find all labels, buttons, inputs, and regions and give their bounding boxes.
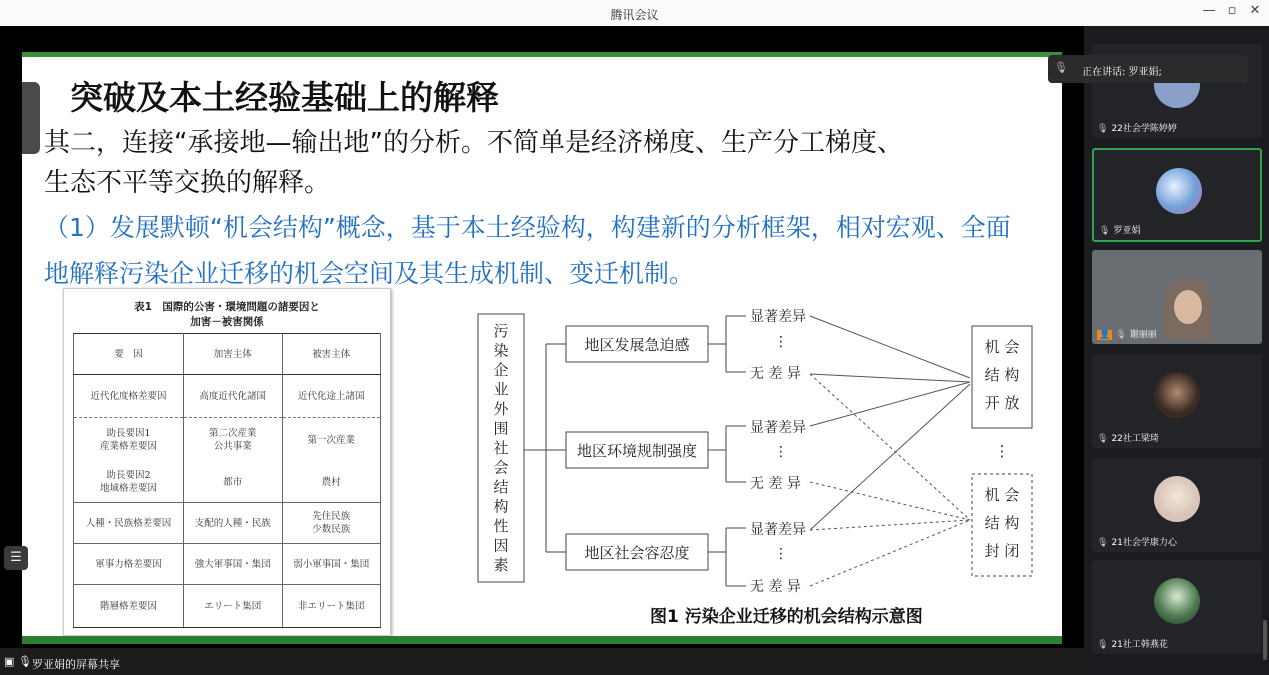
factor-label-3: 地区社会容忍度 [584,544,690,562]
participant-name: 22社工梁琦 [1111,434,1159,444]
title-bar [0,0,1269,27]
level-dots-3: ⋮ [774,546,788,562]
panel-scrollbar[interactable] [1263,620,1267,660]
table-caption-1: 表1 国際的公害・環境問題の諸要因と [134,301,320,313]
level-none-1: 无 差 异 [750,366,801,382]
speaking-text: 正在讲话: 罗亚娟; [1082,67,1162,78]
arrows-to-open [810,316,970,530]
slide-bottom-bar [22,636,1062,644]
slide-side-tab [22,82,40,154]
participant-tile-video[interactable] [1092,250,1262,344]
mic-icon: 🎙 [1097,434,1109,444]
avatar [1154,372,1200,418]
participant-name: 罗亚娟 [1113,226,1141,236]
opportunity-structure-diagram [474,302,1044,632]
maximize-button[interactable]: ▫ [1227,3,1237,18]
table-cell: 非エリート集団 [282,585,381,628]
avatar [1154,578,1200,624]
participant-tile[interactable] [1092,354,1262,448]
table-cell: 先住民族 少数民族 [282,503,381,544]
open-box-line-2: 结 构 [984,366,1020,384]
level-none-2: 无 差 异 [750,476,801,492]
closed-box-line-2: 结 构 [984,514,1020,532]
table-header: 加害主体 [184,334,282,375]
table-cell: 第二次産業 公共事業 [184,418,282,463]
level-dots-1: ⋮ [774,334,788,350]
level-dots-2: ⋮ [774,444,788,460]
table-cell: 軍事力格差要因 [74,544,184,585]
minimize-button[interactable]: — [1202,3,1216,18]
factor-table [73,333,381,628]
participant-tile[interactable] [1092,458,1262,552]
slide-text-line-1: 其二，连接“承接地—输出地”的分析。不简单是经济梯度、生产分工梯度、 [44,128,903,158]
mic-icon: 🎙 [1097,640,1109,650]
table-cell: 高度近代化諸国 [184,375,282,418]
middle-dots: ⋮ [994,442,1010,460]
slide-title: 突破及本土经验基础上的解释 [70,78,499,117]
factor-label-1: 地区发展急迫感 [584,336,690,354]
table-cell: 強大軍事国・集団 [184,544,282,585]
table-header: 要 因 [74,334,184,375]
table-cell: 人種・民族格差要因 [74,503,184,544]
video-face [1174,290,1202,324]
slide-text-line-4: 地解释污染企业迁移的机会空间及其生成机制、变迁机制。 [44,259,695,288]
root-label: 污染企业外围社会结构性因素 [493,322,509,574]
mic-icon: 🎙 [1099,226,1111,236]
user-icon: 👤 [1099,330,1111,340]
mic-icon: 🎙 [1115,330,1127,340]
speaker-mic-icon: 🎙 [1054,61,1068,74]
table-cell: 弱小軍事国・集団 [282,544,381,585]
mic-icon: 🎙 [1097,124,1109,134]
table-cell: 助長要因2 地域格差要因 [74,462,184,503]
closed-box-line-1: 机 会 [984,486,1020,504]
table-cell: 支配的人種・民族 [184,503,282,544]
share-label: 罗亚娟的屏幕共享 [32,658,120,671]
close-button[interactable]: ✕ [1249,3,1261,18]
share-status-bar [0,648,1084,675]
participant-name: 21社会学康力心 [1111,538,1177,548]
slide-text-line-2: 生态不平等交换的解释。 [44,168,331,198]
participant-name: 谢丽丽 [1129,330,1157,340]
level-significant-3: 显著差异 [750,522,806,538]
open-box-line-3: 开 放 [984,394,1020,412]
participant-tile[interactable] [1092,560,1262,654]
app-title: 腾讯会议 [610,8,659,22]
table-cell: エリート集団 [184,585,282,628]
slide-text-line-3: （1）发展默顿“机会结构”概念，基于本土经验构，构建新的分析框架，相对宏观、全面 [44,213,1011,242]
table-cell: 階層格差要因 [74,585,184,628]
factor-table-panel [63,288,391,636]
table-cell: 第一次産業 [282,418,381,463]
level-none-3: 无 差 异 [750,579,801,595]
participant-tile-active[interactable] [1092,148,1262,242]
participant-name: 21社工韩燕花 [1111,640,1168,650]
table-cell: 近代化度格差要因 [74,375,184,418]
level-significant-2: 显著差异 [750,420,806,436]
mic-icon: 🎙 [1097,538,1109,548]
table-cell: 助長要因1 産業格差要因 [74,418,184,463]
closed-box-line-3: 封 闭 [984,542,1020,560]
table-caption-2: 加害－被害関係 [190,316,264,328]
diagram-caption: 图1 污染企业迁移的机会结构示意图 [650,607,923,627]
screen-share-icon: ▣ [4,655,15,668]
slide-top-bar [22,52,1062,57]
mic-icon: 🎙 [18,655,32,668]
avatar [1156,168,1202,214]
level-significant-1: 显著差异 [750,309,806,325]
table-cell: 都市 [184,462,282,503]
table-cell: 近代化途上諸国 [282,375,381,418]
factor-label-2: 地区环境规制强度 [576,442,698,460]
member-list-button[interactable]: ☰ [4,546,28,570]
table-header: 被害主体 [282,334,381,375]
participant-name: 22社会学陈婷婷 [1111,124,1177,134]
open-box-line-1: 机 会 [984,338,1020,356]
table-cell: 農村 [282,462,381,503]
avatar [1154,476,1200,522]
